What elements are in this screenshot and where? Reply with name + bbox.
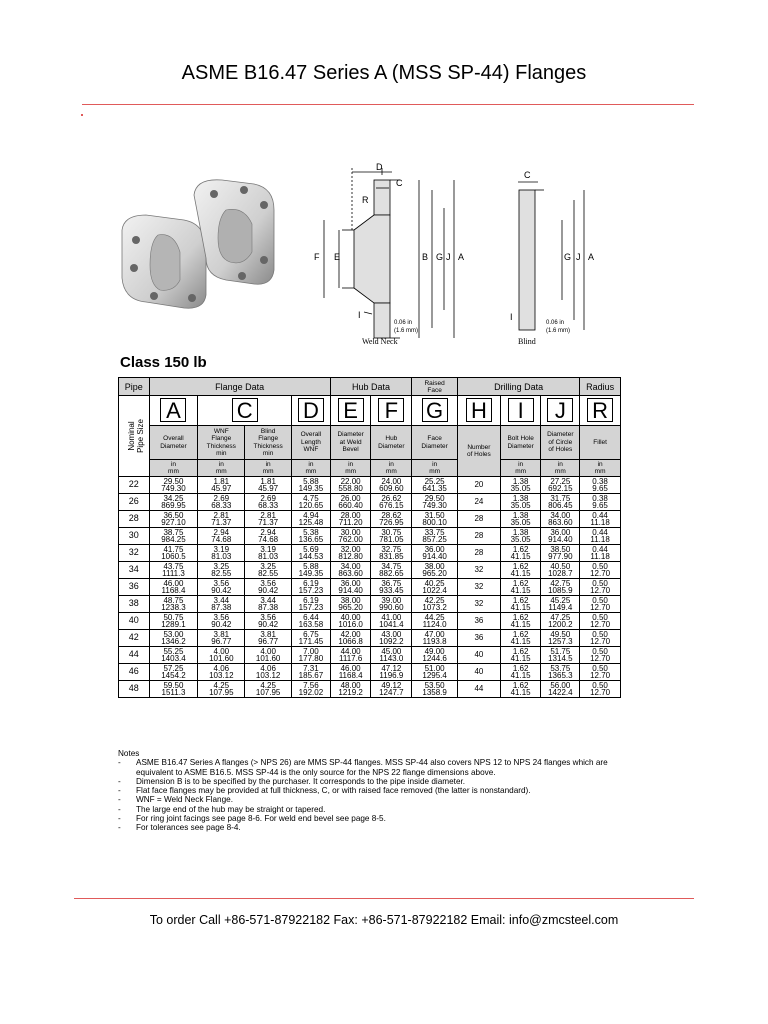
value-cell-e: 38.00 965.20 — [330, 596, 371, 613]
header-dot — [81, 114, 83, 116]
nps-cell: 26 — [119, 494, 150, 511]
value-cell-j: 45.25 1149.4 — [541, 596, 580, 613]
value-cell-e: 30.00 762.00 — [330, 528, 371, 545]
value-cell-e: 46.00 1168.4 — [330, 664, 371, 681]
note-item: - WNF = Weld Neck Flange. — [118, 795, 233, 805]
svg-text:F: F — [314, 252, 320, 262]
svg-text:(1.6 mm): (1.6 mm) — [394, 328, 418, 334]
value-cell-h: 20 — [458, 477, 501, 494]
column-units: in mm — [412, 460, 458, 477]
svg-text:C: C — [524, 170, 531, 180]
value-cell-a: 29.50 749.30 — [149, 477, 198, 494]
dimension-letter-a: A — [149, 396, 198, 426]
value-cell-h: 32 — [458, 596, 501, 613]
nps-cell: 36 — [119, 579, 150, 596]
value-cell-r: 0.38 9.65 — [580, 477, 621, 494]
svg-text:A: A — [458, 252, 465, 262]
value-cell-g: 29.50 749.30 — [412, 494, 458, 511]
column-units: in mm — [292, 460, 331, 477]
dimension-letter-g: G — [412, 396, 458, 426]
value-cell-c: 4.00 101.60 — [198, 647, 245, 664]
value-cell-a: 41.75 1060.5 — [149, 545, 198, 562]
svg-text:C: C — [396, 178, 403, 188]
value-cell-h: 40 — [458, 664, 501, 681]
value-cell-d: 5.69 144.53 — [292, 545, 331, 562]
column-description: Overall Length WNF — [292, 426, 331, 460]
class-title: Class 150 lb — [120, 354, 207, 371]
dimension-letter-i: I — [500, 396, 541, 426]
column-description: Bolt Hole Diameter — [500, 426, 541, 460]
table-row — [119, 494, 621, 511]
value-cell-c: 3.25 82.55 — [198, 562, 245, 579]
value-cell-r: 0.44 11.18 — [580, 511, 621, 528]
nps-cell: 32 — [119, 545, 150, 562]
note-item: - ASME B16.47 Series A flanges (> NPS 26) are MMS SP-44 flanges. MSS SP-44 also covers NPS 12 to NPS 24 flanges which are equivalent to ASME B16.5. MSS SP-44 is the only source for the NPS 22 flange dimensions above. — [118, 758, 608, 777]
note-item: - The large end of the hub may be straight or tapered. — [118, 804, 326, 814]
header-pipe: Pipe — [119, 378, 150, 396]
value-cell-c: 4.25 107.95 — [198, 681, 245, 698]
value-cell-d: 5.38 136.65 — [292, 528, 331, 545]
value-cell-g: 42.25 1073.2 — [412, 596, 458, 613]
nps-cell: 38 — [119, 596, 150, 613]
value-cell-g: 53.50 1358.9 — [412, 681, 458, 698]
value-cell-cb: 1.81 45.97 — [245, 477, 292, 494]
column-units: in mm — [330, 460, 371, 477]
weld-neck-section — [324, 168, 454, 338]
value-cell-e: 26.00 660.40 — [330, 494, 371, 511]
value-cell-f: 24.00 609.60 — [371, 477, 412, 494]
value-cell-cb: 4.06 103.12 — [245, 664, 292, 681]
page-title: ASME B16.47 Series A (MSS SP-44) Flanges — [181, 62, 587, 84]
value-cell-h: 28 — [458, 528, 501, 545]
value-cell-c: 3.56 90.42 — [198, 579, 245, 596]
value-cell-c: 3.44 87.38 — [198, 596, 245, 613]
blind-section — [518, 182, 584, 330]
column-description: Diameter at Weld Bevel — [330, 426, 371, 460]
value-cell-h: 32 — [458, 562, 501, 579]
value-cell-d: 4.94 125.48 — [292, 511, 331, 528]
value-cell-i: 1.62 41.15 — [500, 613, 541, 630]
table-row — [119, 545, 621, 562]
table-row — [119, 596, 621, 613]
value-cell-j: 49.50 1257.3 — [541, 630, 580, 647]
value-cell-a: 48.75 1238.3 — [149, 596, 198, 613]
value-cell-j: 40.50 1028.7 — [541, 562, 580, 579]
value-cell-cb: 3.56 90.42 — [245, 579, 292, 596]
value-cell-e: 32.00 812.80 — [330, 545, 371, 562]
column-description: Overall Diameter — [149, 426, 198, 460]
dimension-letter-j: J — [541, 396, 580, 426]
value-cell-i: 1.62 41.15 — [500, 562, 541, 579]
value-cell-j: 42.75 1085.9 — [541, 579, 580, 596]
value-cell-i: 1.62 41.15 — [500, 664, 541, 681]
footer-contact: To order Call +86-571-87922182 Fax: +86-571-87922182 Email: info@zmcsteel.com — [149, 913, 619, 927]
value-cell-c: 2.94 74.68 — [198, 528, 245, 545]
value-cell-i: 1.62 41.15 — [500, 596, 541, 613]
value-cell-cb: 3.25 82.55 — [245, 562, 292, 579]
notes-title: Notes — [118, 749, 140, 758]
value-cell-c: 2.81 71.37 — [198, 511, 245, 528]
value-cell-f: 28.62 726.95 — [371, 511, 412, 528]
column-description: Diameter of Circle of Holes — [541, 426, 580, 460]
notes — [118, 749, 638, 833]
header-divider — [82, 104, 694, 105]
svg-text:J: J — [446, 252, 451, 262]
svg-text:E: E — [334, 252, 341, 262]
svg-text:D: D — [376, 162, 383, 172]
value-cell-e: 22.00 558.80 — [330, 477, 371, 494]
value-cell-cb: 3.81 96.77 — [245, 630, 292, 647]
column-units: in mm — [149, 460, 198, 477]
value-cell-d: 5.88 149.35 — [292, 477, 331, 494]
value-cell-c: 3.19 81.03 — [198, 545, 245, 562]
value-cell-f: 26.62 676.15 — [371, 494, 412, 511]
value-cell-h: 44 — [458, 681, 501, 698]
value-cell-d: 6.44 163.58 — [292, 613, 331, 630]
value-cell-h: 24 — [458, 494, 501, 511]
value-cell-g: 40.25 1022.4 — [412, 579, 458, 596]
value-cell-r: 0.50 12.70 — [580, 630, 621, 647]
value-cell-h: 28 — [458, 545, 501, 562]
nps-cell: 30 — [119, 528, 150, 545]
column-description: Blind Flange Thickness min — [245, 426, 292, 460]
value-cell-i: 1.62 41.15 — [500, 681, 541, 698]
value-cell-f: 43.00 1092.2 — [371, 630, 412, 647]
value-cell-a: 57.25 1454.2 — [149, 664, 198, 681]
value-cell-j: 27.25 692.15 — [541, 477, 580, 494]
nps-cell: 44 — [119, 647, 150, 664]
value-cell-cb: 4.00 101.60 — [245, 647, 292, 664]
dimension-letter-f: F — [371, 396, 412, 426]
svg-text:R: R — [362, 195, 369, 205]
nps-cell: 34 — [119, 562, 150, 579]
value-cell-h: 32 — [458, 579, 501, 596]
value-cell-g: 44.25 1124.0 — [412, 613, 458, 630]
column-description: WNF Flange Thickness min — [198, 426, 245, 460]
value-cell-h: 36 — [458, 613, 501, 630]
value-cell-j: 36.00 914.40 — [541, 528, 580, 545]
column-units: in mm — [500, 460, 541, 477]
note-item: - For ring joint facings see page 8-6. For weld end bevel see page 8-5. — [118, 814, 386, 824]
table-row — [119, 681, 621, 698]
nps-cell: 42 — [119, 630, 150, 647]
table-row — [119, 664, 621, 681]
column-units: in mm — [245, 460, 292, 477]
value-cell-e: 42.00 1066.8 — [330, 630, 371, 647]
value-cell-h: 28 — [458, 511, 501, 528]
value-cell-g: 33.75 857.25 — [412, 528, 458, 545]
value-cell-e: 36.00 914.40 — [330, 579, 371, 596]
column-description: Number of Holes — [458, 426, 501, 477]
value-cell-r: 0.50 12.70 — [580, 681, 621, 698]
value-cell-j: 51.75 1314.5 — [541, 647, 580, 664]
column-units: in mm — [371, 460, 412, 477]
value-cell-cb: 3.44 87.38 — [245, 596, 292, 613]
svg-text:I: I — [358, 310, 361, 320]
value-cell-i: 1.62 41.15 — [500, 647, 541, 664]
value-cell-a: 34.25 869.95 — [149, 494, 198, 511]
value-cell-e: 28.00 711.20 — [330, 511, 371, 528]
value-cell-cb: 2.69 68.33 — [245, 494, 292, 511]
svg-text:I: I — [510, 312, 513, 322]
value-cell-d: 7.31 185.67 — [292, 664, 331, 681]
value-cell-i: 1.38 35.05 — [500, 494, 541, 511]
value-cell-c: 2.69 68.33 — [198, 494, 245, 511]
svg-text:J: J — [576, 252, 581, 262]
nps-cell: 22 — [119, 477, 150, 494]
value-cell-g: 47.00 1193.8 — [412, 630, 458, 647]
value-cell-cb: 3.56 90.42 — [245, 613, 292, 630]
value-cell-r: 0.50 12.70 — [580, 647, 621, 664]
value-cell-f: 32.75 831.85 — [371, 545, 412, 562]
nominal-pipe-size-header: Nominal Pipe Size — [119, 396, 150, 477]
svg-text:Blind: Blind — [518, 337, 536, 346]
value-cell-cb: 2.81 71.37 — [245, 511, 292, 528]
value-cell-g: 36.00 914.40 — [412, 545, 458, 562]
value-cell-g: 25.25 641.35 — [412, 477, 458, 494]
value-cell-j: 31.75 806.45 — [541, 494, 580, 511]
value-cell-d: 6.19 157.23 — [292, 579, 331, 596]
header-raised-face: Raised Face — [412, 378, 458, 396]
value-cell-g: 49.00 1244.6 — [412, 647, 458, 664]
table-row — [119, 613, 621, 630]
value-cell-cb: 4.25 107.95 — [245, 681, 292, 698]
svg-text:Weld Neck: Weld Neck — [362, 337, 398, 346]
flange-dimensions-table — [118, 377, 621, 698]
column-description: Fillet — [580, 426, 621, 460]
footer-divider — [74, 898, 694, 899]
value-cell-i: 1.62 41.15 — [500, 579, 541, 596]
value-cell-a: 46.00 1168.4 — [149, 579, 198, 596]
value-cell-r: 0.44 11.18 — [580, 528, 621, 545]
dimension-letter-e: E — [330, 396, 371, 426]
flange-diagram — [114, 160, 634, 350]
value-cell-i: 1.38 35.05 — [500, 477, 541, 494]
flange-3d-illustration — [122, 180, 274, 308]
value-cell-r: 0.50 12.70 — [580, 562, 621, 579]
dimension-letter-h: H — [458, 396, 501, 426]
nps-cell: 46 — [119, 664, 150, 681]
value-cell-f: 41.00 1041.4 — [371, 613, 412, 630]
value-cell-a: 43.75 1111.3 — [149, 562, 198, 579]
value-cell-r: 0.38 9.65 — [580, 494, 621, 511]
value-cell-f: 47.12 1196.9 — [371, 664, 412, 681]
value-cell-r: 0.44 11.18 — [580, 545, 621, 562]
svg-text:B: B — [422, 252, 429, 262]
column-units: in mm — [198, 460, 245, 477]
value-cell-r: 0.50 12.70 — [580, 613, 621, 630]
nps-cell: 40 — [119, 613, 150, 630]
value-cell-i: 1.38 35.05 — [500, 528, 541, 545]
value-cell-d: 5.88 149.35 — [292, 562, 331, 579]
table-row — [119, 477, 621, 494]
column-description: Face Diameter — [412, 426, 458, 460]
svg-text:G: G — [436, 252, 444, 262]
value-cell-i: 1.62 41.15 — [500, 545, 541, 562]
column-units: in mm — [541, 460, 580, 477]
svg-text:0.06 in: 0.06 in — [394, 320, 413, 326]
value-cell-e: 40.00 1016.0 — [330, 613, 371, 630]
value-cell-f: 30.75 781.05 — [371, 528, 412, 545]
value-cell-j: 38.50 977.90 — [541, 545, 580, 562]
table-row — [119, 528, 621, 545]
nps-cell: 28 — [119, 511, 150, 528]
value-cell-j: 34.00 863.60 — [541, 511, 580, 528]
value-cell-j: 53.75 1365.3 — [541, 664, 580, 681]
value-cell-g: 51.00 1295.4 — [412, 664, 458, 681]
value-cell-a: 36.50 927.10 — [149, 511, 198, 528]
svg-text:(1.6 mm): (1.6 mm) — [546, 328, 570, 334]
value-cell-a: 50.75 1289.1 — [149, 613, 198, 630]
value-cell-r: 0.50 12.70 — [580, 579, 621, 596]
value-cell-c: 3.81 96.77 — [198, 630, 245, 647]
value-cell-f: 36.75 933.45 — [371, 579, 412, 596]
value-cell-c: 3.56 90.42 — [198, 613, 245, 630]
dimension-letter-r: R — [580, 396, 621, 426]
value-cell-i: 1.38 35.05 — [500, 511, 541, 528]
value-cell-i: 1.62 41.15 — [500, 630, 541, 647]
note-item: - Dimension B is to be specified by the purchaser. It corresponds to the pipe inside diameter. — [118, 776, 466, 786]
value-cell-f: 49.12 1247.7 — [371, 681, 412, 698]
value-cell-e: 34.00 863.60 — [330, 562, 371, 579]
value-cell-h: 40 — [458, 647, 501, 664]
header-hub-data: Hub Data — [330, 378, 411, 396]
value-cell-j: 47.25 1200.2 — [541, 613, 580, 630]
value-cell-e: 48.00 1219.2 — [330, 681, 371, 698]
value-cell-f: 45.00 1143.0 — [371, 647, 412, 664]
value-cell-a: 53.00 1346.2 — [149, 630, 198, 647]
table-row — [119, 579, 621, 596]
value-cell-d: 4.75 120.65 — [292, 494, 331, 511]
table-row — [119, 630, 621, 647]
svg-text:G: G — [564, 252, 572, 262]
svg-text:A: A — [588, 252, 595, 262]
value-cell-a: 59.50 1511.3 — [149, 681, 198, 698]
value-cell-c: 4.06 103.12 — [198, 664, 245, 681]
value-cell-d: 6.19 157.23 — [292, 596, 331, 613]
value-cell-g: 38.00 965.20 — [412, 562, 458, 579]
header-drilling-data: Drilling Data — [458, 378, 580, 396]
value-cell-f: 39.00 990.60 — [371, 596, 412, 613]
note-item: - Flat face flanges may be provided at full thickness, C, or with raised face removed (the latter is nonstandard). — [118, 786, 531, 796]
value-cell-c: 1.81 45.97 — [198, 477, 245, 494]
value-cell-a: 55.25 1403.4 — [149, 647, 198, 664]
value-cell-f: 34.75 882.65 — [371, 562, 412, 579]
column-units: in mm — [580, 460, 621, 477]
table-row — [119, 511, 621, 528]
dimension-letter-c: C — [198, 396, 292, 426]
dimension-letter-d: D — [292, 396, 331, 426]
value-cell-d: 7.56 192.02 — [292, 681, 331, 698]
column-description: Hub Diameter — [371, 426, 412, 460]
value-cell-r: 0.50 12.70 — [580, 596, 621, 613]
value-cell-j: 56.00 1422.4 — [541, 681, 580, 698]
value-cell-g: 31.50 800.10 — [412, 511, 458, 528]
svg-text:0.06 in: 0.06 in — [546, 320, 565, 326]
value-cell-cb: 2.94 74.68 — [245, 528, 292, 545]
value-cell-e: 44.00 1117.6 — [330, 647, 371, 664]
value-cell-h: 36 — [458, 630, 501, 647]
nps-cell: 48 — [119, 681, 150, 698]
header-radius: Radius — [580, 378, 621, 396]
value-cell-d: 6.75 171.45 — [292, 630, 331, 647]
value-cell-cb: 3.19 81.03 — [245, 545, 292, 562]
header-flange-data: Flange Data — [149, 378, 330, 396]
value-cell-r: 0.50 12.70 — [580, 664, 621, 681]
note-item: - For tolerances see page 8-4. — [118, 823, 241, 833]
table-row — [119, 562, 621, 579]
value-cell-d: 7.00 177.80 — [292, 647, 331, 664]
value-cell-a: 38.75 984.25 — [149, 528, 198, 545]
table-row — [119, 647, 621, 664]
